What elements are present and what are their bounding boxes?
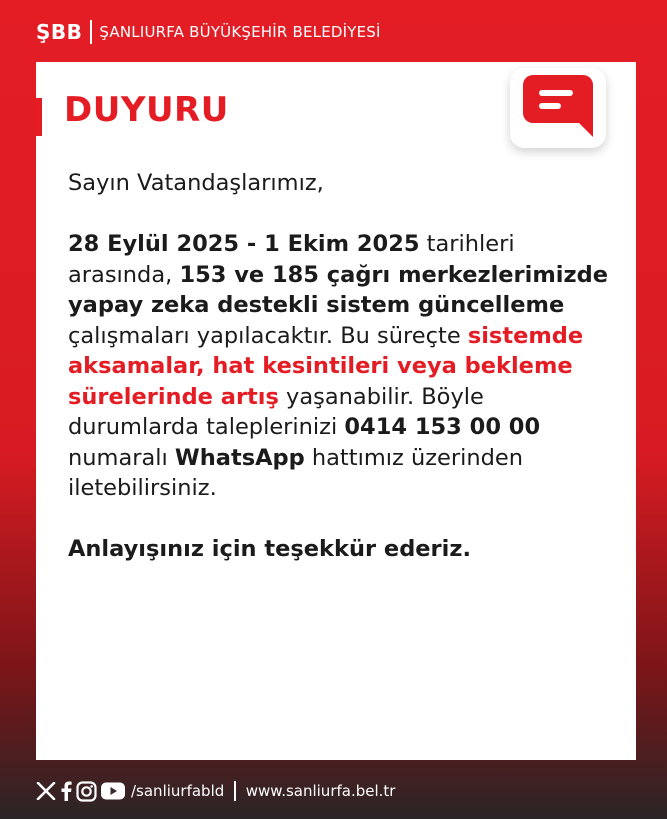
announcement-body [68, 168, 616, 565]
facebook-icon[interactable] [60, 781, 72, 801]
announcement-card [36, 62, 636, 760]
website-link[interactable]: www.sanliurfa.bel.tr [245, 782, 396, 800]
call-center-update: 153 ve 185 çağrı merkezlerimizde yapay zeka destekli sistem güncelleme [68, 261, 608, 318]
disruption-warning: sistemde aksamalar, hat kesintileri veya bekleme sürelerinde artış [68, 322, 584, 410]
header-bar [36, 16, 381, 48]
text-span: hattımız üzerinden iletebilirsiniz. [68, 444, 524, 501]
whatsapp-label: WhatsApp [174, 444, 305, 471]
x-icon[interactable] [36, 782, 56, 800]
closing-text: Anlayışınız için teşekkür ederiz. [68, 536, 472, 562]
phone-number: 0414 153 00 00 [344, 414, 541, 440]
text-span: numaralı [68, 444, 175, 471]
sbb-logo: ŞBB [36, 20, 83, 44]
chat-badge [510, 68, 606, 148]
date-range: 28 Eylül 2025 - 1 Ekim 2025 [68, 231, 420, 257]
youtube-icon[interactable] [101, 782, 125, 800]
title-accent-bar [36, 98, 42, 136]
text-span: tarihleri arasında, [68, 231, 515, 288]
header-divider [90, 20, 92, 44]
organization-name: ŞANLIURFA BÜYÜKŞEHİR BELEDİYESİ [99, 23, 381, 41]
greeting: Sayın Vatandaşlarımız, [68, 170, 324, 196]
main-paragraph [68, 229, 616, 504]
social-handle[interactable]: /sanliurfabld [131, 782, 225, 800]
text-span: çalışmaları yapılacaktır. Bu süreçte [68, 322, 468, 349]
announcement-title: DUYURU [64, 90, 229, 130]
chat-bubble-icon [523, 75, 593, 141]
instagram-icon[interactable] [76, 781, 97, 802]
footer-divider [234, 781, 236, 801]
footer-bar [36, 778, 395, 804]
text-span: yaşanabilir. Böyle durumlarda taleplerinizi [68, 383, 484, 440]
